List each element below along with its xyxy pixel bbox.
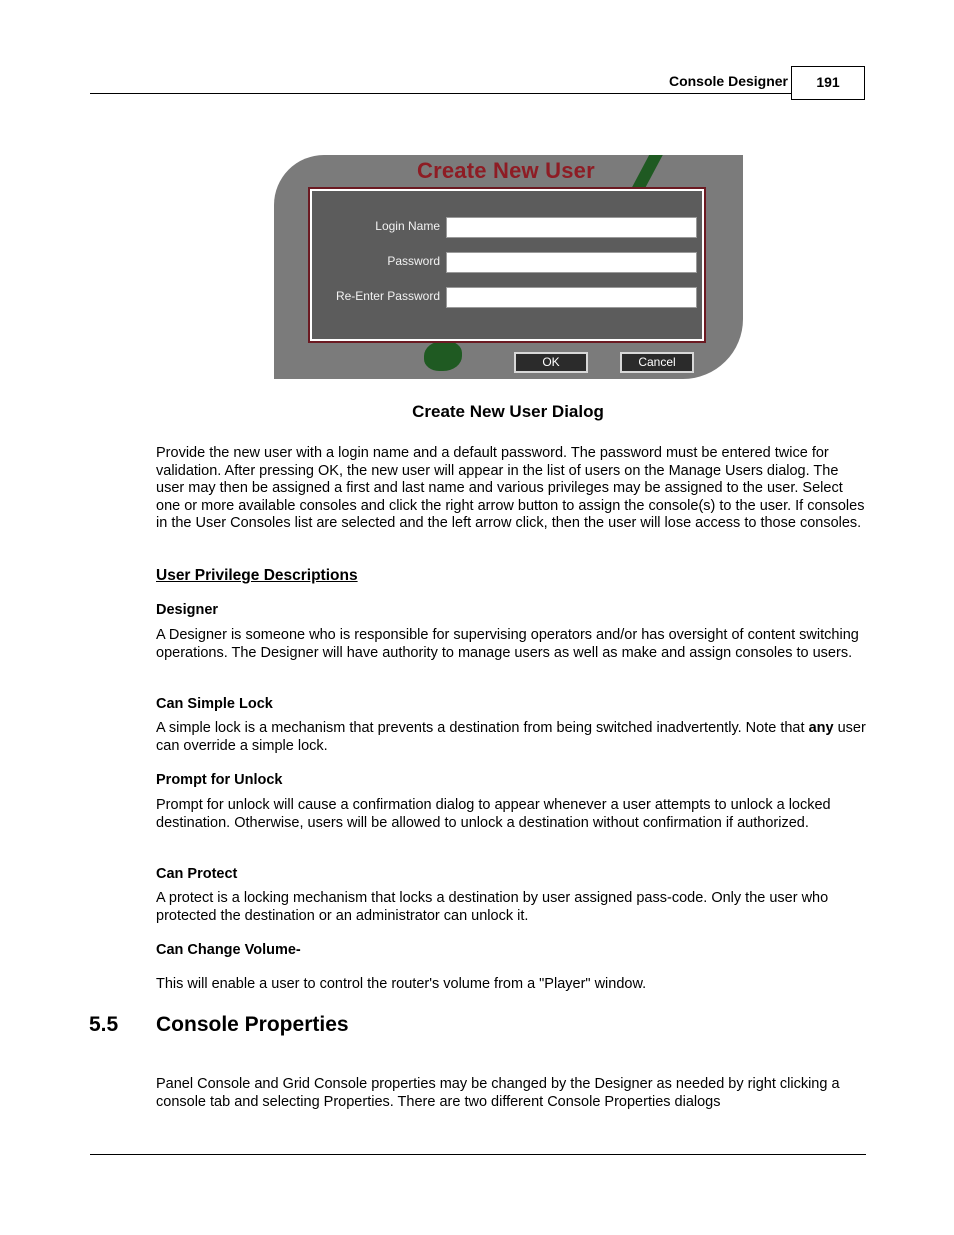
prompt-unlock-heading: Prompt for Unlock — [156, 772, 283, 788]
protect-text: A protect is a locking mechanism that locks a destination by user assigned pass-code. Only the user who protected the destination or an administrator can unlock it. — [156, 890, 829, 924]
reenter-password-label: Re-Enter Password — [335, 289, 440, 303]
section-number: 5.5 — [89, 1013, 119, 1036]
intro-paragraph: Provide the new user with a login name and a default password. The password must be entered twice for validation. After pressing OK, the new user will appear in the list of users on the Manage Users dialog. The user may then be assigned a first and last name and various privileges may be assigned to the user. Select one or more available consoles and click the right arrow button to assign the console(s) to the user. If consoles in the User Consoles list are selected and the left arrow click, then the user will lose access to those consoles. — [156, 445, 865, 531]
footer-rule — [90, 1154, 866, 1155]
header-rule — [90, 93, 792, 94]
create-user-dialog-screenshot — [274, 155, 743, 379]
dialog-title: Create New User — [417, 158, 595, 183]
reenter-password-input[interactable] — [446, 287, 697, 308]
dialog-form-panel — [310, 189, 704, 341]
simple-lock-emphasis: any — [808, 720, 834, 736]
designer-heading: Designer — [156, 602, 219, 618]
volume-heading: Can Change Volume- — [156, 942, 301, 958]
privileges-heading: User Privilege Descriptions — [156, 567, 358, 584]
leaf-decoration — [424, 341, 462, 371]
login-name-input[interactable] — [446, 217, 697, 238]
prompt-unlock-text: Prompt for unlock will cause a confirmation dialog to appear whenever a user attempts to unlock a locked destination. Otherwise, users will be allowed to unlock a destination without confirmation if authorized. — [156, 797, 831, 831]
section-text: Panel Console and Grid Console properties may be changed by the Designer as needed by right clicking a console tab and selecting Properties. There are two different Console Properties dialogs — [156, 1076, 840, 1110]
simple-lock-text-before: A simple lock is a mechanism that prevents a destination from being switched inadvertently. Note that — [156, 720, 809, 736]
protect-heading: Can Protect — [156, 866, 238, 882]
simple-lock-text-after: user can override a simple lock. — [156, 720, 866, 754]
simple-lock-heading: Can Simple Lock — [156, 696, 273, 712]
simple-lock-text — [156, 720, 866, 755]
designer-text: A Designer is someone who is responsible for supervising operators and/or has oversight of content switching operations. The Designer will have authority to manage users as well as make and assign consoles to users. — [156, 627, 859, 661]
cancel-button[interactable]: Cancel — [620, 352, 694, 373]
section-title: Console Properties — [156, 1013, 349, 1036]
figure-caption: Create New User Dialog — [412, 402, 604, 421]
volume-text: This will enable a user to control the router's volume from a "Player" window. — [156, 976, 647, 992]
login-name-label: Login Name — [375, 219, 440, 233]
page-number: 191 — [791, 66, 865, 100]
ok-button[interactable]: OK — [514, 352, 588, 373]
header-section-title: Console Designer — [668, 73, 788, 89]
password-input[interactable] — [446, 252, 697, 273]
password-label: Password — [387, 254, 440, 268]
